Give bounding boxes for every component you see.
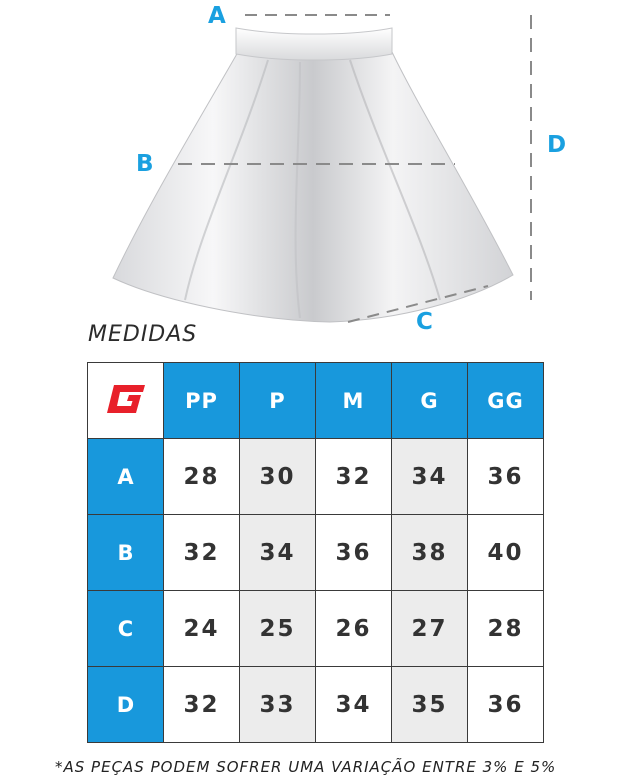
table-row <box>88 515 544 591</box>
label-a: A <box>208 3 226 29</box>
skirt-body <box>113 52 513 322</box>
row-header-c: C <box>88 591 164 667</box>
column-header-g: G <box>392 363 468 439</box>
logo-cell <box>88 363 164 439</box>
table-cell: 35 <box>392 667 468 743</box>
label-d: D <box>547 132 567 158</box>
table-cell: 25 <box>240 591 316 667</box>
variation-note: *AS PEÇAS PODEM SOFRER UMA VARIAÇÃO ENTRE 3% E 5% <box>55 758 557 776</box>
skirt-illustration <box>0 0 630 340</box>
table-cell: 36 <box>468 667 544 743</box>
column-header-pp: PP <box>164 363 240 439</box>
table-cell: 38 <box>392 515 468 591</box>
table-row <box>88 591 544 667</box>
row-header-d: D <box>88 667 164 743</box>
table-cell: 34 <box>392 439 468 515</box>
column-header-m: M <box>316 363 392 439</box>
table-cell: 34 <box>316 667 392 743</box>
row-header-b: B <box>88 515 164 591</box>
skirt-waistband <box>236 28 392 60</box>
header-row <box>88 363 544 439</box>
table-cell: 28 <box>468 591 544 667</box>
table-cell: 30 <box>240 439 316 515</box>
table-cell: 40 <box>468 515 544 591</box>
table-cell: 24 <box>164 591 240 667</box>
table-cell: 33 <box>240 667 316 743</box>
table-cell: 32 <box>164 667 240 743</box>
table-cell: 32 <box>164 515 240 591</box>
row-header-a: A <box>88 439 164 515</box>
table-cell: 34 <box>240 515 316 591</box>
table-cell: 36 <box>468 439 544 515</box>
table-row <box>88 439 544 515</box>
table-row <box>88 667 544 743</box>
label-c: C <box>416 309 433 335</box>
table-cell: 36 <box>316 515 392 591</box>
brand-logo-icon <box>105 383 147 415</box>
size-table <box>87 362 544 743</box>
label-b: B <box>136 151 154 177</box>
table-cell: 32 <box>316 439 392 515</box>
column-header-gg: GG <box>468 363 544 439</box>
column-header-p: P <box>240 363 316 439</box>
section-title: MEDIDAS <box>88 322 198 347</box>
skirt-diagram <box>0 0 630 340</box>
table-cell: 27 <box>392 591 468 667</box>
table-cell: 28 <box>164 439 240 515</box>
table-cell: 26 <box>316 591 392 667</box>
